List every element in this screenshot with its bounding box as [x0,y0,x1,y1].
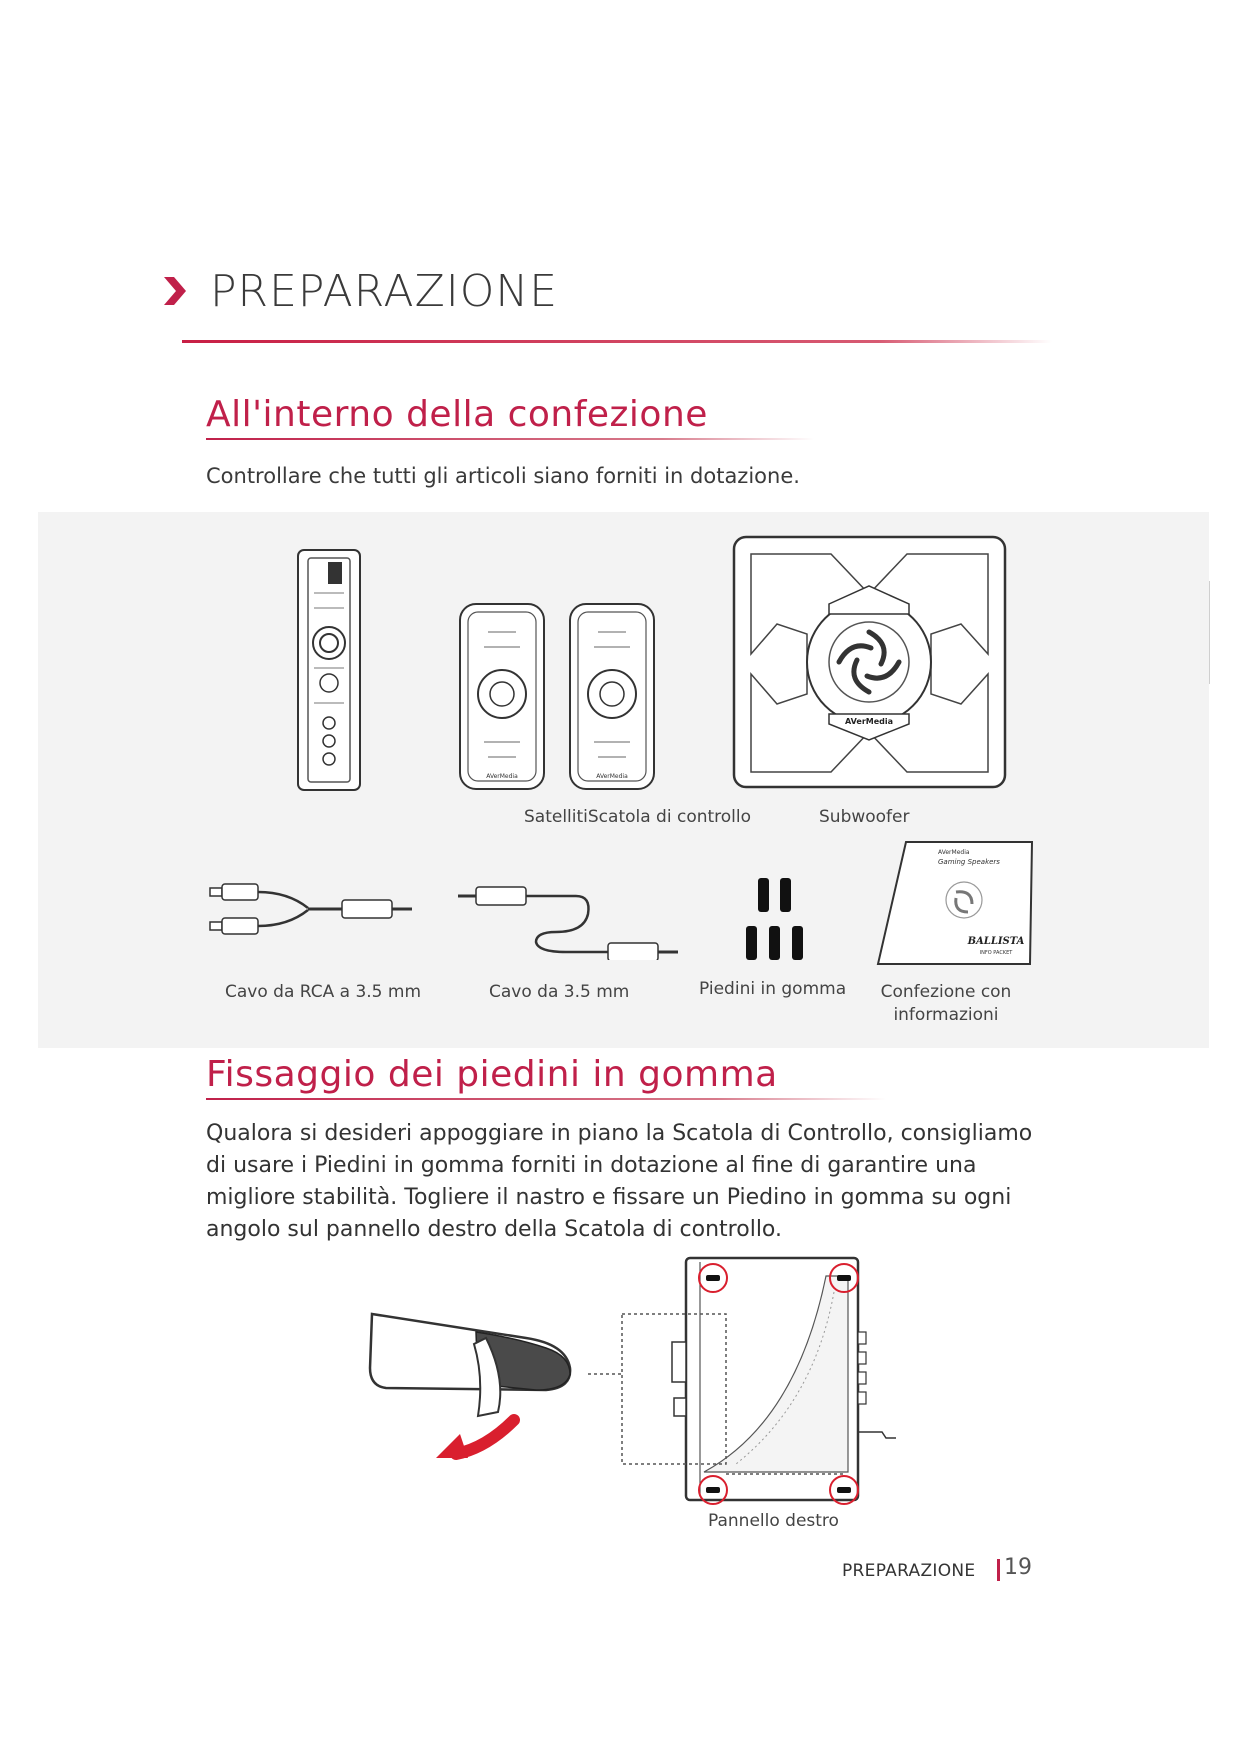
box-contents-intro: Controllare che tutti gli articoli siano forniti in dotazione. [206,464,800,488]
label-info-packet-line1: Confezione con [880,982,1012,1002]
label-aux-cable: Cavo da 3.5 mm [489,982,630,1002]
section-title-rule [182,340,1052,343]
paragraph-line: angolo sul pannello destro della Scatola di controllo. [206,1217,782,1242]
paragraph-line: Qualora si desideri appoggiare in piano la Scatola di Controllo, consigliamo [206,1121,1033,1146]
control-box-right-panel-illustration [586,1252,906,1512]
satellite-speaker-left [458,602,546,792]
footer-section-name: PREPARAZIONE [842,1561,976,1581]
svg-text:AVerMedia: AVerMedia [596,773,628,780]
control-box-illustration [294,548,364,793]
svg-text:AVerMedia: AVerMedia [486,773,518,780]
page-number: 19 [1004,1555,1032,1580]
rubber-feet-heading: Fissaggio dei piedini in gomma [206,1054,778,1095]
rca-cable-illustration [208,880,416,940]
label-info-packet-line2: informazioni [893,1005,999,1025]
svg-text:BALLISTA: BALLISTA [967,936,1025,947]
figure-caption-right-panel: Pannello destro [708,1511,839,1531]
svg-text:AVerMedia: AVerMedia [938,849,970,856]
label-rca-cable: Cavo da RCA a 3.5 mm [225,982,422,1002]
label-satellites-control: SatellitiScatola di controllo [524,807,752,827]
rubber-feet-illustration [744,876,806,962]
box-contents-heading: All'interno della confezione [206,394,708,435]
label-subwoofer: Subwoofer [819,807,910,827]
peel-tape-illustration [366,1308,580,1462]
aux-cable-illustration [456,880,682,960]
subwoofer-illustration [731,534,1008,792]
heading-rule [206,438,814,440]
paragraph-line: di usare i Piedini in gomma forniti in dotazione al fine di garantire una [206,1153,977,1178]
satellite-speaker-right [568,602,656,792]
svg-text:INFO PACKET: INFO PACKET [979,950,1013,956]
paragraph-line: migliore stabilità. Togliere il nastro e fissare un Piedino in gomma su ogni [206,1185,1012,1210]
svg-text:Gaming Speakers: Gaming Speakers [938,858,1000,866]
footer-divider [997,1559,1000,1581]
svg-text:AVerMedia: AVerMedia [844,717,894,726]
rubber-feet-paragraph [206,1118,1046,1246]
chevron-right-icon [160,271,190,311]
label-info-packet [866,982,1026,1025]
info-packet-illustration [876,840,1034,966]
label-rubber-feet: Piedini in gomma [699,979,847,999]
section-title: PREPARAZIONE [210,266,559,317]
heading-rule [206,1098,886,1100]
